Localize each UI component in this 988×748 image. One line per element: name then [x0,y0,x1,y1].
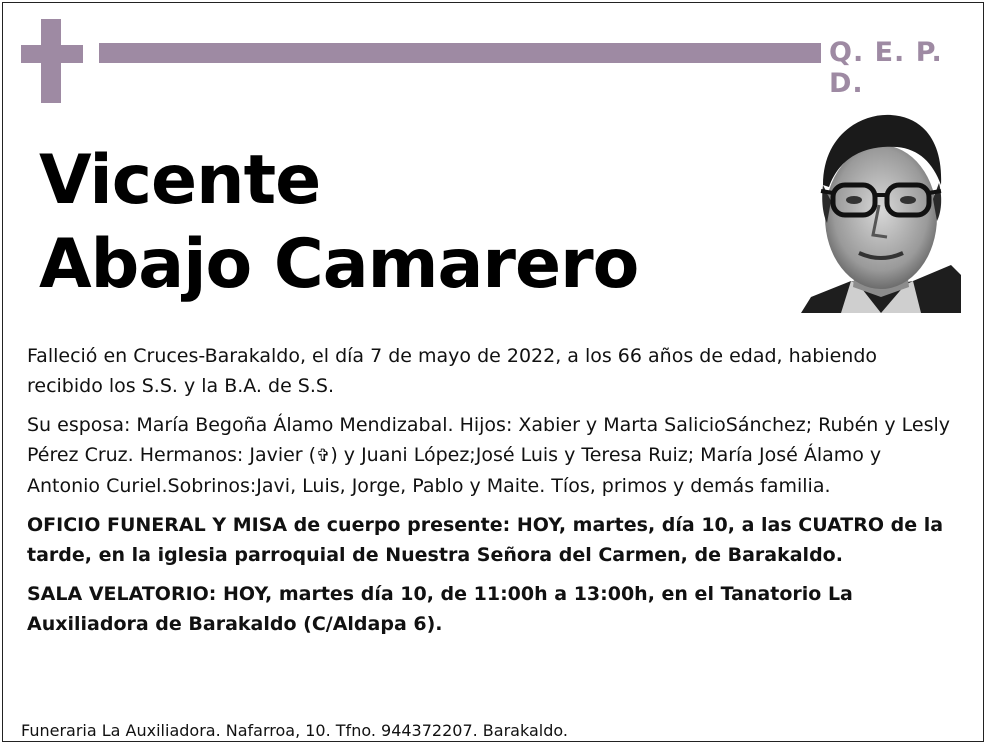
portrait-photo [801,105,961,313]
wake-room: SALA VELATORIO: HOY, martes día 10, de 11:00h a 13:00h, en el Tanatorio La Auxiliadora de Barakaldo (C/Aldapa 6). [27,583,853,635]
family-members: Su esposa: María Begoña Álamo Mendizabal. Hijos: Xabier y Marta SalicioSánchez; Rubén y Lesly Pérez Cruz. Hermanos: Javier (✞) y Juani López;José Luis y Teresa Ruiz; María José Álamo y Antonio Curiel.Sobrinos:Javi, Luis, Jorge, Pablo y Maite. Tíos, primos y demás familia. [27,414,951,497]
death-details: Falleció en Cruces-Barakaldo, el día 7 de mayo de 2022, a los 66 años de edad, habiendo recibido los S.S. y la B.A. de S.S. [27,345,878,397]
qepd-label: Q. E. P. D. [829,37,943,99]
obituary-notice [2,2,984,742]
funeral-service: OFICIO FUNERAL Y MISA de cuerpo presente: HOY, martes, día 10, a las CUATRO de la tarde, en la iglesia parroquial de Nuestra Señora del Carmen, de Barakaldo. [27,514,944,566]
notice-body [27,341,957,648]
deceased-cross-icon: ✞ [316,446,331,466]
deceased-name-line1: Vicente [39,141,321,220]
header-rule [99,43,821,63]
deceased-name-line2: Abajo Camarero [39,225,639,304]
deceased-name [39,139,638,307]
cross-icon [21,19,83,103]
funeral-home-info: Funeraria La Auxiliadora. Nafarroa, 10. Tfno. 944372207. Barakaldo. [21,721,568,740]
